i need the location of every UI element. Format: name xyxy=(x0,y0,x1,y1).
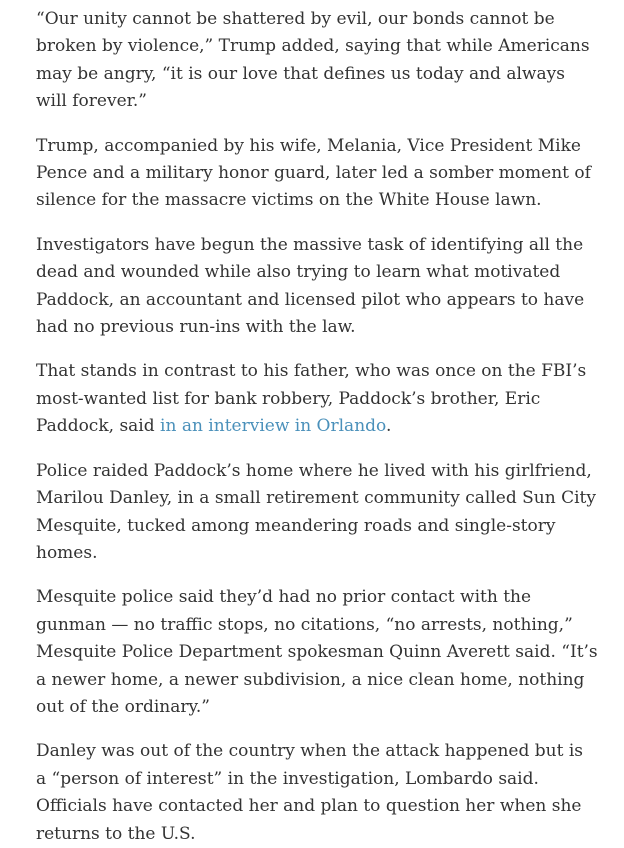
article-paragraph xyxy=(36,133,598,215)
article-paragraph xyxy=(36,358,598,440)
paragraph-text: Danley was out of the country when the attack happened but is a “person of interest” in the investigation, Lombardo said. Officials have contacted her and plan to question her when she returns to the U.S. xyxy=(36,741,583,844)
paragraph-text: Investigators have begun the massive task of identifying all the dead and wounded while also trying to learn what motivated Paddock, an accountant and licensed pilot who appears to have had no previous run-ins with the law. xyxy=(36,234,585,338)
paragraph-text: Mesquite police said they’d had no prior contact with the gunman — no traffic stops, no citations, “no arrests, nothing,” Mesquite Police Department spokesman Quinn Averett said. “It’s a newer home, a newer subdivision, a nice clean home, nothing out of the ordinary.” xyxy=(36,587,598,717)
orlando-interview-link[interactable]: in an interview in Orlando xyxy=(160,416,386,437)
paragraph-text: Police raided Paddock’s home where he lived with his girlfriend, Marilou Danley, in a small retirement community called Sun City Mesquite, tucked among meandering roads and single-story homes. xyxy=(36,460,596,563)
article-paragraph xyxy=(36,738,598,848)
article-paragraph xyxy=(36,584,598,721)
paragraph-text: That stands in contrast to his father, who was once on the FBI’s most-wanted list for bank robbery, Paddock’s brother, Eric Paddock, said xyxy=(36,361,587,437)
article-paragraph xyxy=(36,232,598,342)
paragraph-text: “Our unity cannot be shattered by evil, our bonds cannot be broken by violence,” Trump added, saying that while Americans may be angry, “it is our love that defines us today and always will forever.” xyxy=(36,9,590,112)
article-paragraph xyxy=(36,458,598,568)
paragraph-text: Trump, accompanied by his wife, Melania, Vice President Mike Pence and a military honor guard, later led a somber moment of silence for the massacre victims on the White House lawn. xyxy=(36,135,591,211)
article-paragraph xyxy=(36,6,598,116)
paragraph-text: . xyxy=(385,416,392,437)
